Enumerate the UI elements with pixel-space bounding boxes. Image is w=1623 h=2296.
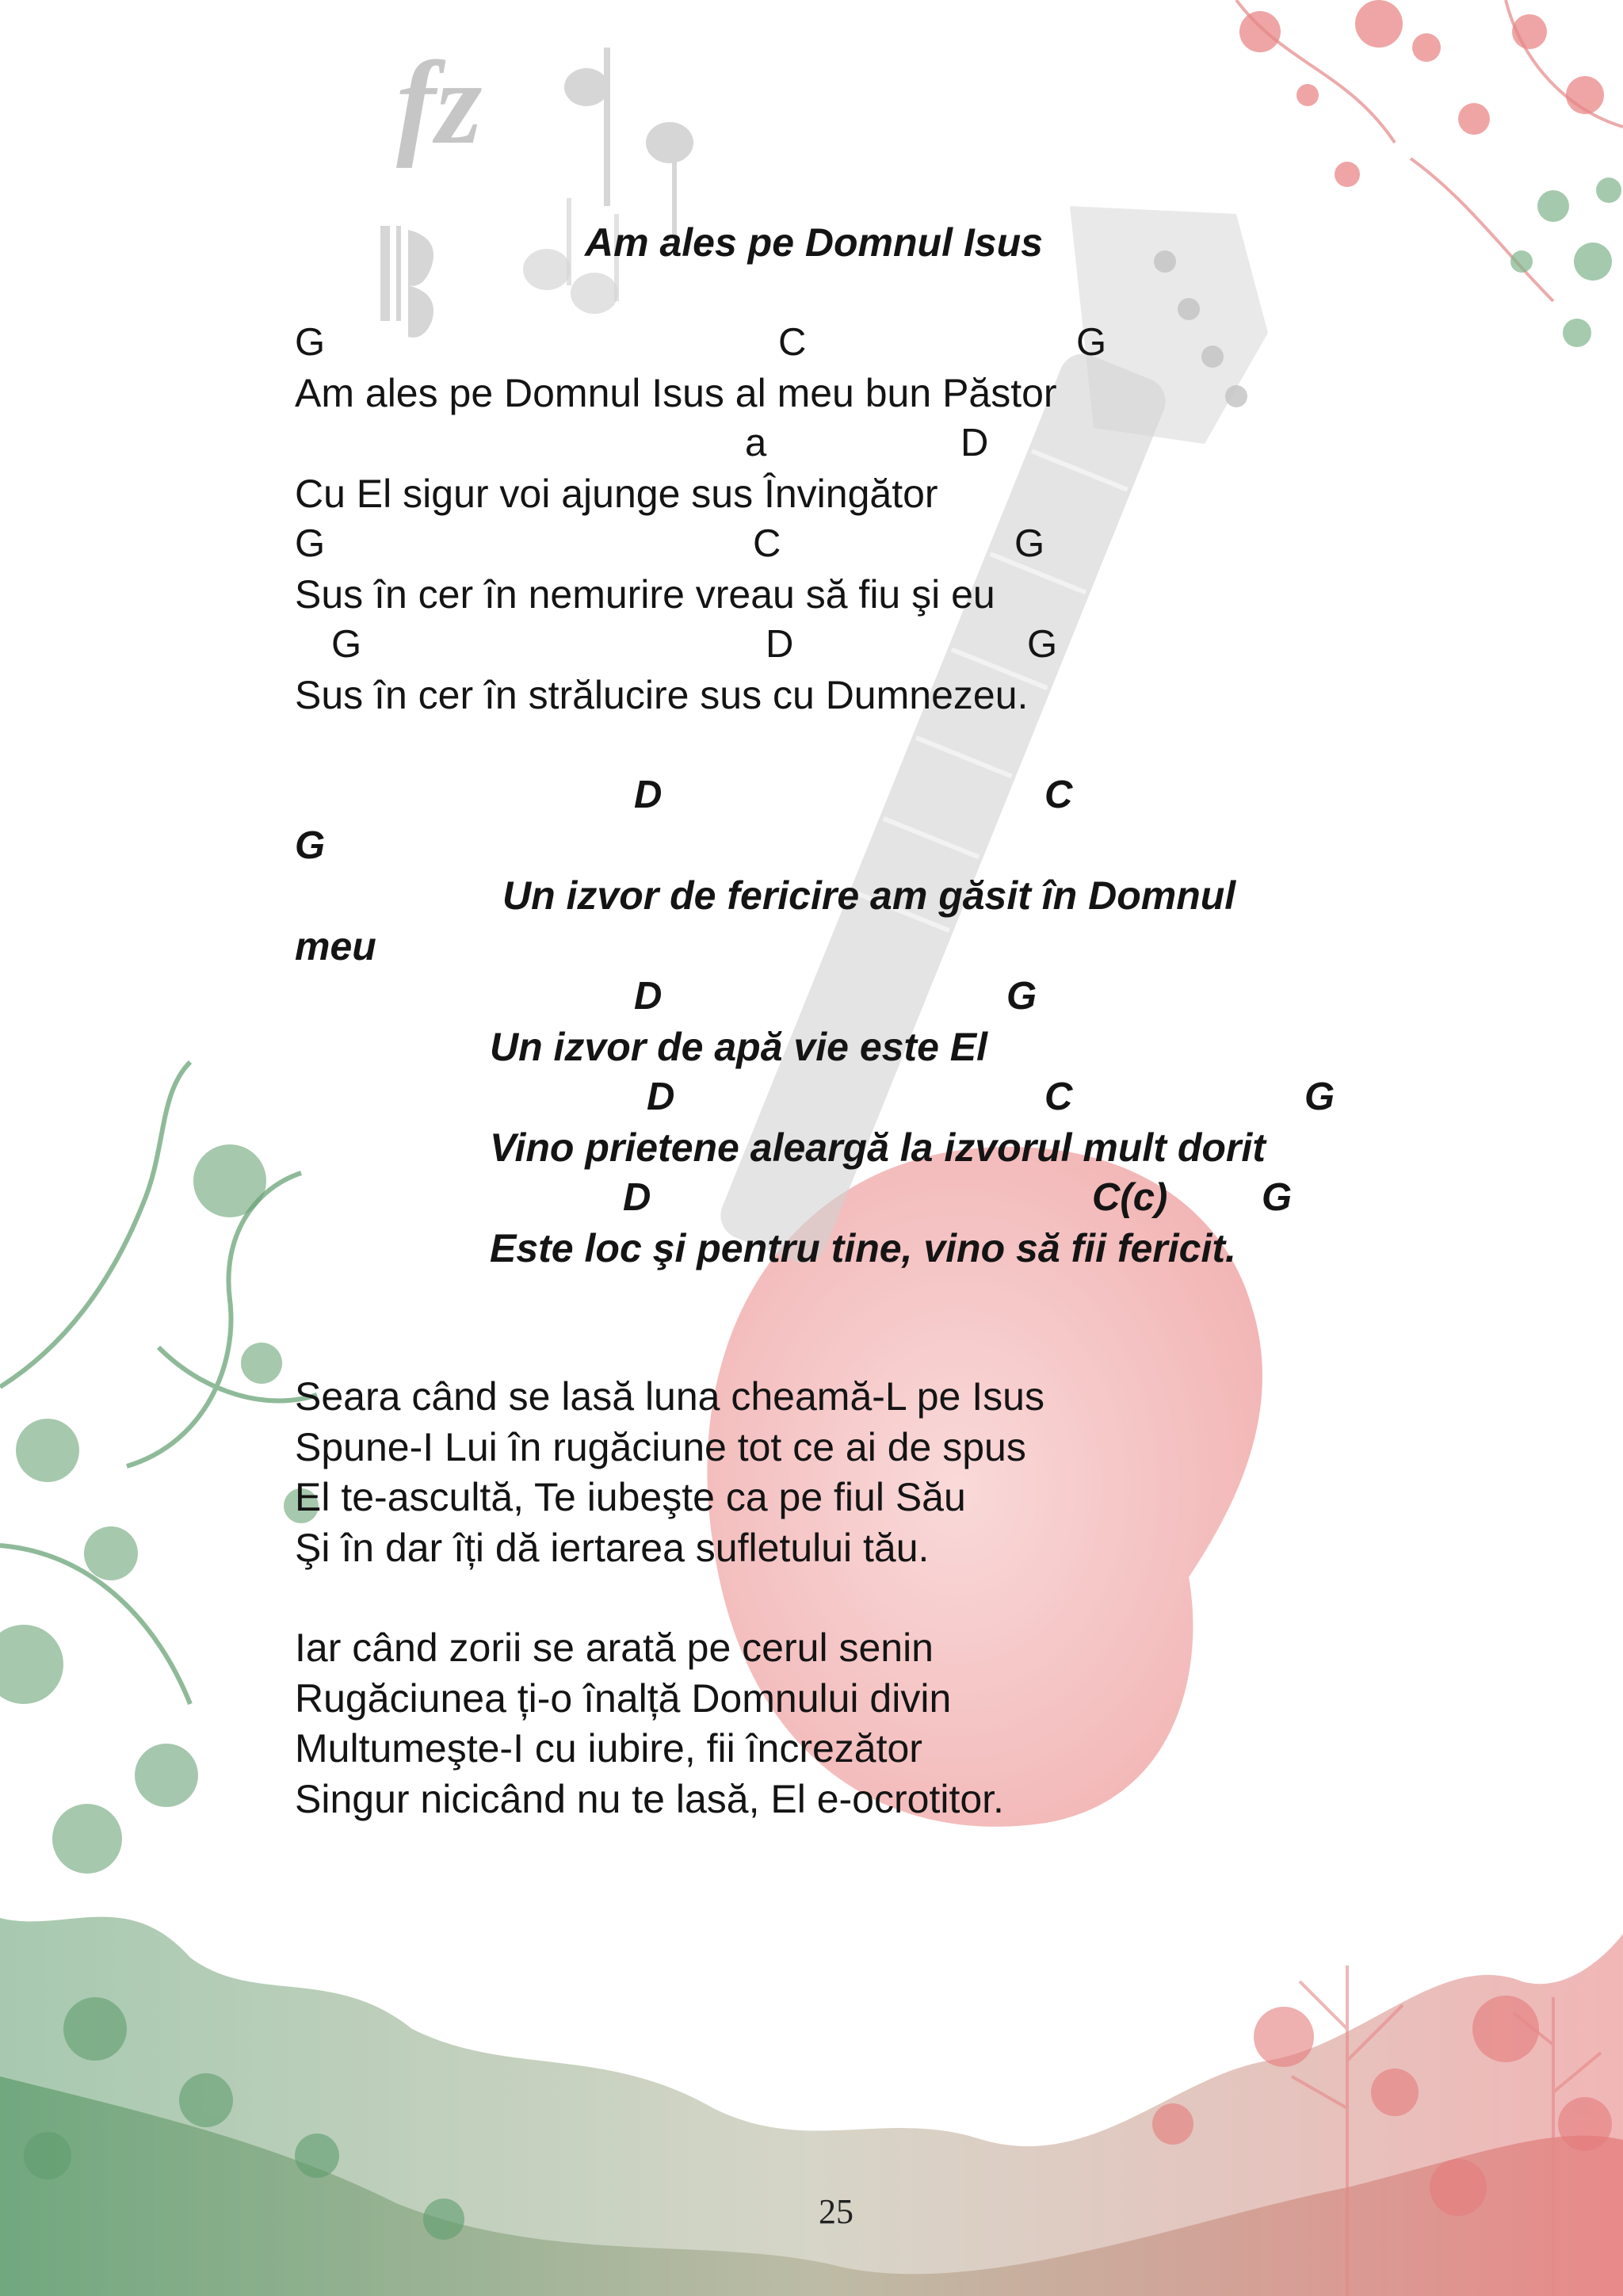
music-symbols — [380, 37, 693, 338]
lyric-line: Cu El sigur voi ajunge sus Învingător — [295, 472, 938, 516]
lyric-line: Seara când se lasă luna cheamă-L pe Isus — [295, 1374, 1044, 1419]
lyric-line: Sus în cer în strălucire sus cu Dumnezeu. — [295, 673, 1029, 717]
lyric-line: Spune-I Lui în rugăciune tot ce ai de spus — [295, 1425, 1026, 1469]
chorus-line: Vino prietene aleargă la izvorul mult dorit — [490, 1125, 1266, 1170]
chord: D — [634, 774, 663, 816]
chord: G — [295, 824, 326, 867]
lyric-line: Iar când zorii se arată pe cerul senin — [295, 1626, 934, 1670]
lyric-line: El te-ascultă, Te iubeşte ca pe fiul Său — [295, 1475, 966, 1519]
chord: C — [778, 321, 807, 364]
chord: D — [766, 623, 794, 666]
chord: D — [623, 1176, 651, 1219]
chord: C(c) — [1092, 1176, 1168, 1219]
song-title: Am ales pe Domnul Isus — [585, 220, 1043, 265]
chord: G — [295, 522, 326, 565]
floral-vines-left — [0, 1062, 319, 1874]
chord: a — [745, 422, 767, 464]
lyric-line: Am ales pe Domnul Isus al meu bun Păstor — [295, 371, 1057, 415]
chord: C — [753, 522, 781, 565]
lyric-line: Sus în cer în nemurire vreau să fiu şi eu — [295, 572, 995, 617]
chord: D — [647, 1075, 675, 1118]
chord: G — [1076, 321, 1107, 364]
chord: G — [1014, 522, 1045, 565]
lyric-line: Singur nicicând nu te lasă, El e-ocrotitor. — [295, 1777, 1004, 1821]
chorus-line: Un izvor de apă vie este El — [490, 1025, 988, 1069]
chord: G — [1304, 1075, 1335, 1118]
chord: D — [634, 975, 663, 1018]
lyric-line: Multumeşte-I cu iubire, fii încrezător — [295, 1726, 922, 1771]
chorus-line: Este loc şi pentru tine, vino să fii fericit. — [490, 1226, 1236, 1270]
chorus-line: Un izvor de fericire am găsit în Domnul — [502, 873, 1236, 918]
chorus-line: meu — [295, 924, 376, 968]
chord: C — [1044, 774, 1073, 816]
floral-corner-top-right — [1236, 0, 1623, 347]
forzando-mark: fz — [396, 37, 483, 169]
chord: D — [960, 422, 989, 464]
floral-ground-bottom — [0, 1917, 1623, 2296]
lyric-line: Rugăciunea ți-o înalță Domnului divin — [295, 1676, 952, 1721]
chord: C — [1044, 1075, 1073, 1118]
chord: G — [1262, 1176, 1293, 1219]
chord: G — [1027, 623, 1058, 666]
lyric-line: Şi în dar îți dă iertarea sufletului tău. — [295, 1526, 930, 1570]
chord: G — [331, 623, 362, 666]
page-number: 25 — [819, 2192, 854, 2231]
chord: G — [1006, 975, 1037, 1018]
chord: G — [295, 321, 326, 364]
